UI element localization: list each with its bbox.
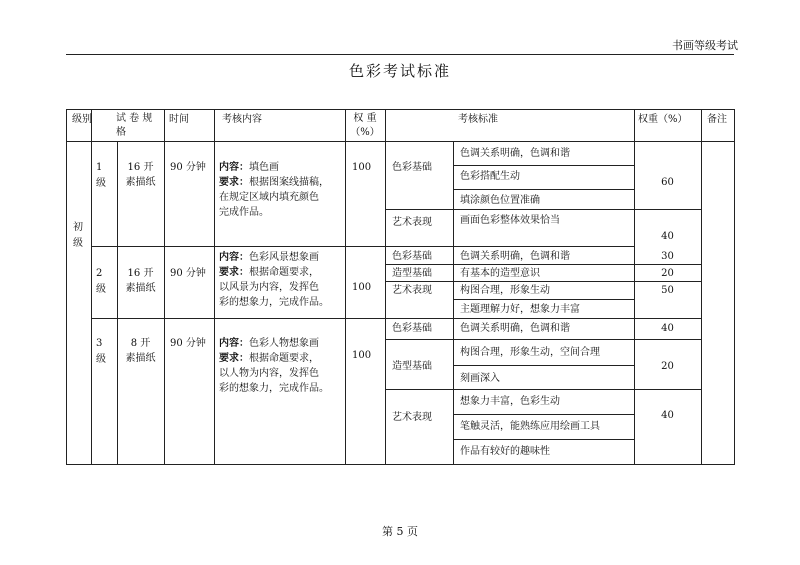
row2-time: 90 分钟 [170,268,206,279]
row3-criterion2: 构图合理，形象生动，空间合理 [460,347,600,358]
row2-requirement-line3: 彩的想象力，完成作品。 [219,297,329,308]
level-group-label-line1: 初 [73,222,83,233]
header-weight-line2: （%） [350,127,380,138]
row1-requirement-line3: 完成作品。 [219,207,269,218]
color-exam-standards-table [66,109,735,465]
row3-requirement-line2: 以人物为内容，发挥色 [219,368,319,379]
row3-criterion3: 刻画深入 [460,373,500,384]
header-weight-line1: 权 重 [353,113,377,124]
header-time: 时间 [169,114,189,125]
row3-paper-size: 8 开 [130,338,151,349]
row1-requirement: 要求：根据图案线描稿， [219,177,329,188]
row2-content: 内容：色彩风景想象画 [219,252,319,263]
row3-requirement-line3: 彩的想象力，完成作品。 [219,383,329,394]
row1-time: 90 分钟 [170,162,206,173]
row1-category2: 艺术表现 [392,217,432,228]
header-weight2: 权重（%） [638,114,688,125]
row2-weight2-a: 30 [661,251,674,262]
row2-criterion2: 有基本的造型意识 [460,268,540,279]
header-level: 级别 [72,114,92,125]
row1-weight2-a: 60 [661,177,674,188]
row1-criterion3: 填涂颜色位置准确 [460,195,540,206]
row1-weight: 100 [352,162,372,173]
document-header-label: 书画等级考试 [672,39,738,52]
row1-requirement-line2: 在规定区域内填充颜色 [219,192,319,203]
header-rule [66,54,734,55]
header-spec-line1: 试 卷 规 [116,113,153,124]
row3-criterion5: 笔触灵活，能熟练应用绘画工具 [460,421,600,432]
page-number: 第 5 页 [382,525,418,538]
row2-category3: 艺术表现 [392,285,432,296]
header-content: 考核内容 [222,114,262,125]
row2-requirement-line2: 以风景为内容，发挥色 [219,282,319,293]
row2-level-num: 2 [96,268,103,279]
row3-weight: 100 [352,350,372,361]
row3-paper-type: 素描纸 [125,353,156,364]
header-spec-line2: 格 [116,127,126,138]
row2-category1: 色彩基础 [392,251,432,262]
row3-content: 内容：色彩人物想象画 [219,338,319,349]
row3-weight2-b: 20 [661,361,674,372]
row3-level-num: 3 [96,338,103,349]
row3-category2: 造型基础 [392,361,432,372]
header-notes: 备注 [707,114,727,125]
row1-criterion2: 色彩搭配生动 [460,171,520,182]
header-criteria: 考核标准 [458,114,498,125]
row3-weight2-a: 40 [661,323,674,334]
row3-criterion1: 色调关系明确，色调和谐 [460,323,570,334]
level-group-label-line2: 级 [73,238,83,249]
row1-level-num: 1 [96,162,103,173]
row1-content: 内容：填色画 [219,162,279,173]
row3-criterion4: 想象力丰富，色彩生动 [460,396,560,407]
row2-criterion3: 构图合理，形象生动 [460,285,550,296]
row3-weight2-c: 40 [661,410,674,421]
row3-level-unit: 级 [96,354,106,365]
row3-category3: 艺术表现 [392,412,432,423]
row2-weight2-c: 50 [661,285,674,296]
row3-requirement: 要求：根据命题要求， [219,353,319,364]
row1-level-unit: 级 [96,178,106,189]
row3-criterion6: 作品有较好的趣味性 [460,446,550,457]
row3-time: 90 分钟 [170,338,206,349]
row2-weight2-b: 20 [661,268,674,279]
row2-paper-type: 素描纸 [125,283,156,294]
row1-paper-size: 16 开 [127,162,154,173]
row1-weight2-b: 40 [661,231,674,242]
row2-criterion4: 主题理解力好，想象力丰富 [460,304,580,315]
row2-paper-size: 16 开 [127,268,154,279]
row1-criterion1: 色调关系明确，色调和谐 [460,148,570,159]
row2-weight: 100 [352,282,372,293]
row1-category1: 色彩基础 [392,162,432,173]
row2-requirement: 要求：根据命题要求， [219,267,319,278]
row1-paper-type: 素描纸 [125,177,156,188]
page-title: 色彩考试标准 [348,62,451,80]
row2-category2: 造型基础 [392,268,432,279]
row2-level-unit: 级 [96,284,106,295]
row3-category1: 色彩基础 [392,323,432,334]
row1-criterion4: 画面色彩整体效果恰当 [460,215,560,226]
row2-criterion1: 色调关系明确，色调和谐 [460,251,570,262]
